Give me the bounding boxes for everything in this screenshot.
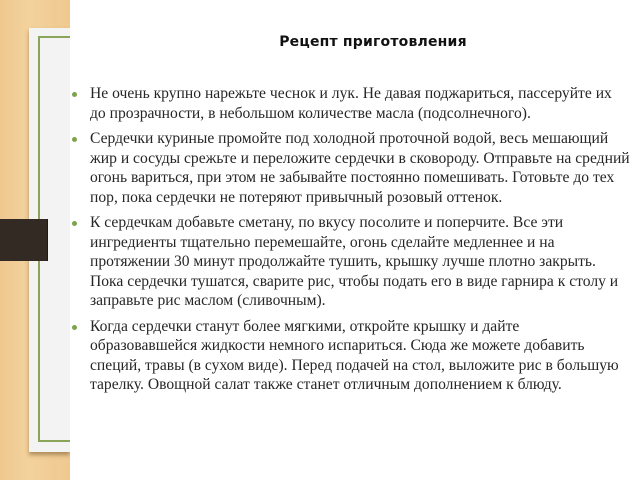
- bullet-text: Сердечки куриные промойте под холодной проточной водой, весь мешающий жир и сосуды срежьте и переложите сердечки в сковороду. Отправьте на средний огонь вариться, при этом не забывайте постоянно помешивать. Готовьте до тех пор, пока сердечки не потеряют привычный розовый оттенок.: [90, 130, 630, 206]
- bullet-item: [90, 129, 630, 207]
- bullet-dot-icon: [72, 92, 77, 97]
- bullet-item: [90, 84, 630, 123]
- slide-title: Рецепт приготовления: [279, 34, 467, 50]
- bullet-item: [90, 213, 630, 311]
- dark-bar-decoration: [0, 219, 48, 261]
- bullet-item: [90, 317, 630, 395]
- bullet-dot-icon: [72, 325, 77, 330]
- bullet-text: К сердечкам добавьте сметану, по вкусу посолите и поперчите. Все эти ингредиенты тщательно перемешайте, огонь сделайте медленнее и на протяжении 30 минут продолжайте тушить, крышку лучше плотно закрыть. Пока сердечки тушатся, сварите рис, чтобы подать его в виде гарнира к столу и заправьте рис маслом (сливочным).: [90, 214, 619, 309]
- slide-content: [70, 0, 640, 480]
- bullet-text: Не очень крупно нарежьте чеснок и лук. Не давая поджариться, пассеруйте их до прозрачности, в небольшом количестве масла (подсолнечного).: [90, 85, 612, 122]
- bullet-text: Когда сердечки станут более мягкими, откройте крышку и дайте образовавшейся жидкости немного испариться. Сюда же можете добавить специй, травы (в сухом виде). Перед подачей на стол, выложите рис в большую тарелку. Овощной салат также станет отличным дополнением к блюду.: [90, 317, 619, 393]
- bullet-list: [90, 84, 630, 401]
- bullet-dot-icon: [72, 137, 77, 142]
- bullet-dot-icon: [72, 221, 77, 226]
